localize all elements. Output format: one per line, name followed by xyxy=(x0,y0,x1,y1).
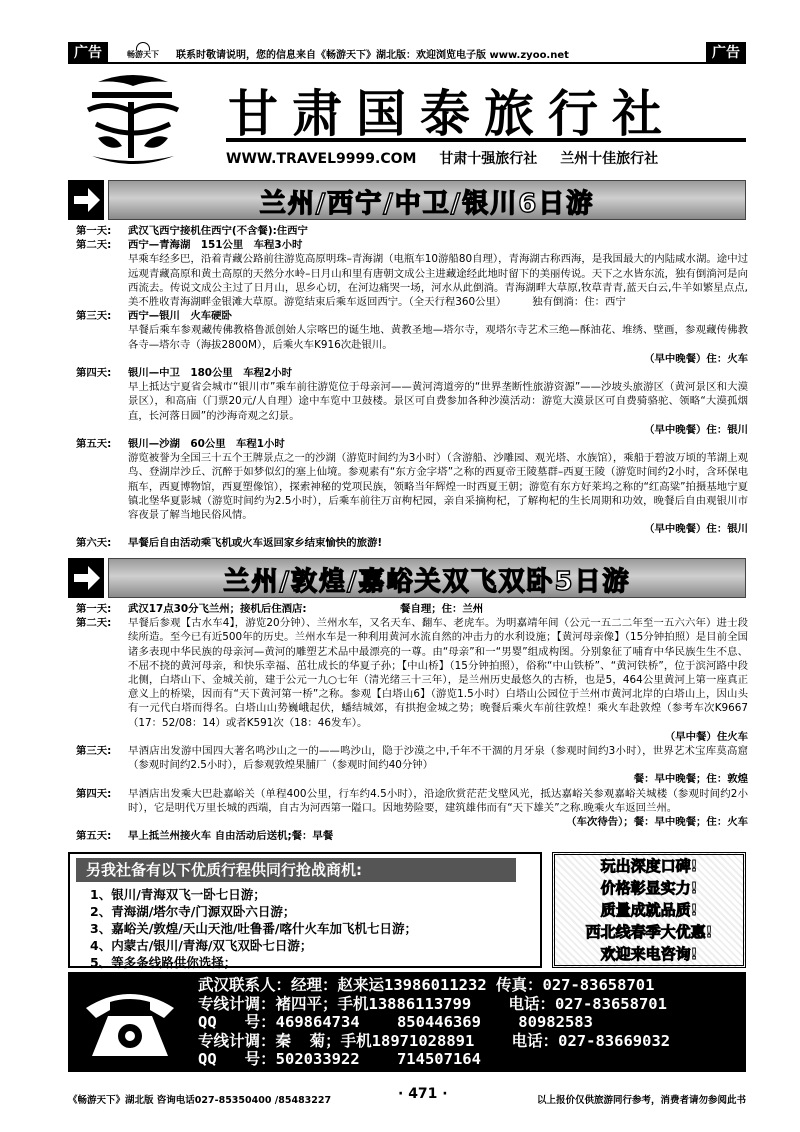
bottom-info xyxy=(68,852,746,968)
day-heading: 早上抵兰州接火车 自由活动后送机;餐：早餐 xyxy=(128,830,334,843)
partner-routes-title: 另我社备有以下优质行程供同行抢战商机: xyxy=(76,858,516,882)
publication-logo-text: 畅游天下 xyxy=(127,50,159,59)
award-tag-2: 兰州十佳旅行社 xyxy=(560,151,659,167)
contact-line: 专线计调：秦 菊；手机18971028891 电话：027-83669032 xyxy=(198,1031,671,1050)
slogan-line: 西北线春季大优惠! xyxy=(585,923,713,941)
partner-route-item: 5、等多条线路供你选择； xyxy=(90,955,237,970)
contact-line: 武汉联系人：经理：赵来运13986011232 传真：027-83658701 xyxy=(198,976,655,994)
day-meals: （车次待告）；餐：早中晚餐；住：火车 xyxy=(566,816,748,829)
partner-routes-list xyxy=(90,886,417,971)
route1-banner-bar xyxy=(108,180,746,220)
day-description: 早酒店出发乘大巴赴嘉峪关（单程400公里，行车约4.5小时），沿途欣赏茫茫戈壁风光，抵达嘉峪关参观嘉峪关城楼（参观时间约2小时），它是明代万里长城的西端，自古为河西第一隘口。因地势险要，建筑雄伟而有“天下雄关”之称.晚乘火车返回兰州。 xyxy=(128,787,748,814)
award-tag-1: 甘肃十强旅行社 xyxy=(439,151,538,167)
slogan-line: 质量成就品质! xyxy=(600,901,698,919)
page-number: · 471 · xyxy=(398,1086,448,1102)
partner-route-item: 1、银川/青海双飞一卧七日游； xyxy=(90,887,266,902)
day-heading: 银川—中卫 180公里 车程2小时 xyxy=(128,367,292,380)
contact-line: QQ 号：502033922 714507164 xyxy=(198,1050,481,1068)
itinerary-day xyxy=(76,224,748,238)
day-meals: 餐：早中晚餐；住：敦煌 xyxy=(633,773,748,786)
day-description: 早餐后参观【古水车4】，游览20分钟）、兰州水车，又名天车、翻车、老虎车。为明嘉靖年间（公元一五二二年至一五六六年）进士段续所造。至今已有近500年的历史。兰州水车是一种利用黄河水流自然的冲击力的水利设施；【黄河母亲像】（15分钟拍照）是目前全国诸多表现中华民族的母亲河—黄河的雕塑艺术品中最漂亮的一尊。由“母亲”和一“男婴”组成构图。分别象征了哺育中华民族生生不息、不屈不挠的黄河母亲，和快乐幸福、茁壮成长的华夏子孙；【中山桥】（15分钟拍照），俗称“中山铁桥”、“黄河铁桥”，位于滨河路中段北侧，白塔山下、金城关前，建于公元一九○七年（清光绪三十三年），是兰州历史最悠久的古桥，也是5，464公里黄河上第一座真正意义上的桥梁，因而有“天下黄河第一桥”之称。参观【白塔山6】（游览1.5小时）白塔山公园位于兰州市黄河北岸的白塔山上，因山头有一元代白塔而得名。白塔山山势巍峨起伏，蟠结城郊，有拱抱金城之势；晚餐后乘火车前往敦煌！乘火车赴敦煌（参考车次K9667（17：52/08：14）或者K591次（18：46发车）。 xyxy=(128,617,748,729)
route2-itinerary xyxy=(76,602,748,843)
day-label: 第二天: xyxy=(76,239,112,252)
arrow-right-icon xyxy=(68,180,104,220)
partner-route-item: 3、嘉峪关/敦煌/天山天池/吐鲁番/喀什火车加飞机七日游； xyxy=(90,921,417,936)
itinerary-day xyxy=(76,238,748,309)
slogan-line: 欢迎来电咨询! xyxy=(600,945,698,963)
top-note: 联系时敬请说明，您的信息来自《畅游天下》湖北版：欢迎浏览电子版 www.zyoo.net xyxy=(176,50,569,61)
day-label: 第六天: xyxy=(76,537,112,550)
day-heading: 西宁—银川 火车硬卧 xyxy=(128,310,232,323)
partner-routes-box xyxy=(68,852,542,968)
partner-route-item: 4、内蒙古/银川/青海/双飞双卧七日游； xyxy=(90,938,313,953)
route1-itinerary xyxy=(76,224,748,551)
agency-logo-icon xyxy=(78,72,188,174)
partner-route-item: 2、青海湖/塔尔寺/门源双卧六日游； xyxy=(90,904,296,919)
day-description: 早上抵达宁夏省会城市“银川市”乘车前往游览位于母亲河——黄河湾道旁的“世界垄断性旅游资源”——沙坡头旅游区（黄河景区和大漠景区），和高庙（门票20元/人自理）途中车览中卫鼓楼。景区可自费参加各种沙漠活动：游览大漠景区可自费骑骆驼、领略“大漠孤烟直，长河落日圆”的沙海奇观之幻景。 xyxy=(128,381,748,422)
slogan-box xyxy=(552,852,746,968)
day-meals: （早中晚餐）住：火车 xyxy=(644,352,748,365)
footer-disclaimer: 以上报价仅供旅游同行参考，消费者请勿参阅此书 xyxy=(536,1095,746,1106)
itinerary-day xyxy=(76,744,748,787)
day-label: 第三天: xyxy=(76,745,112,758)
itinerary-day xyxy=(76,616,748,744)
day-label: 第五天: xyxy=(76,830,112,843)
arrow-right-icon xyxy=(68,558,104,598)
slogan-line: 价格彰显实力! xyxy=(600,879,698,897)
day-description: 游览被誉为全国三十五个王牌景点之一的沙湖（游览时间约为3小时）（含游船、沙雕园、观光塔、水族馆），乘船于碧波万顷的苇湖上观鸟、登湖岸沙丘、沉醉于如梦似幻的塞上仙境。参观素有“东方金字塔”之称的西夏帝王陵墓群–西夏王陵（游览时间约2小时，含环保电瓶车，西夏博物馆，西夏塑像馆），探索神秘的党项民族，领略当年辉煌一时西夏王朝；游览有东方好莱坞之称的“红高粱”拍摄基地宁夏镇北堡华夏影城（游览时间约为2.5小时），后乘车前往万亩枸杞园，亲自采摘枸杞，了解枸杞的生长周期和功效，晚餐后自由观银川市容夜景了解当地民俗风情。 xyxy=(128,452,748,522)
website-url: WWW.TRAVEL9999.COM xyxy=(226,151,417,167)
top-bar xyxy=(68,42,746,64)
day-heading: 银川—沙湖 60公里 车程1小时 xyxy=(128,438,285,451)
day-meals: （早中晚餐）住：银川 xyxy=(644,423,748,436)
contact-line: 专线计调：褚四平；手机13886113799 电话：027-83658701 xyxy=(198,994,667,1013)
day-heading: 早餐后自由活动乘飞机或火车返回家乡结束愉快的旅游! xyxy=(128,537,383,550)
day-description: 早酒店出发游中国四大著名鸣沙山之一的——鸣沙山，隐于沙漠之中,千年不干涸的月牙泉（参观时间约3小时），世界艺术宝库莫高窟（参观时间约2.5小时），后参观敦煌果脯厂（参观时间约40分钟） xyxy=(128,745,748,772)
publication-logo xyxy=(114,42,172,62)
itinerary-day xyxy=(76,829,748,843)
day-label: 第四天: xyxy=(76,367,112,380)
ad-label-left: 广告 xyxy=(68,42,108,64)
day-heading: 西宁—青海湖 151公里 车程3小时 xyxy=(128,239,303,252)
day-description: 早餐后乘车参观藏传佛教格鲁派创始人宗喀巴的诞生地、黄教圣地—塔尔寺，观塔尔寺艺术三绝—酥油花、堆绣、壁画，参观藏传佛教各寺—塔尔寺（海拔2800M），后乘火车K916次赴银川。 xyxy=(128,324,748,351)
website-line xyxy=(226,138,746,172)
day-label: 第五天: xyxy=(76,438,112,451)
telephone-icon xyxy=(80,982,180,1062)
ad-label-right: 广告 xyxy=(706,42,746,64)
company-name: 甘肃国泰旅行社 xyxy=(228,85,676,143)
day-label: 第一天: xyxy=(76,225,112,237)
route2-banner-bar xyxy=(108,558,746,598)
itinerary-day xyxy=(76,309,748,366)
day-description: 早乘车经多巴，沿着青藏公路前往游览高原明珠–青海湖（电瓶车10游船80自理），青海湖古称西海，是我国最大的内陆咸水湖。途中过远观青藏高原和黄土高原的天然分水岭–日月山和里有唐朝文成公主进藏途经此地时留下的美丽传说。天下之水皆东流，独有倒淌河是向西流去。传说文成公主过了日月山，思乡心切，在河边痛哭一场，河水从此倒淌。青海湖畔大草原,牧草青青,蓝天白云,牛羊如繁星点点,美不胜收青海湖畔金银滩大草原。游览结束后乘车返回西宁。（全天行程360公里） 独有倒淌：住：西宁 xyxy=(128,253,748,309)
itinerary-day xyxy=(76,787,748,830)
sun-icon xyxy=(136,42,150,50)
route1-banner xyxy=(68,180,746,220)
day-heading: 武汉飞西宁接机住西宁(不含餐):住西宁 xyxy=(128,225,308,237)
day-heading: 武汉17点30分飞兰州；接机后住酒店: 餐自理；住：兰州 xyxy=(128,603,484,615)
itinerary-day xyxy=(76,366,748,437)
day-meals: （早中晚餐）住：银川 xyxy=(644,523,748,536)
route1-title: 兰州/西宁/中卫/银川6日游 xyxy=(259,189,595,219)
contact-panel xyxy=(68,972,746,1072)
slogan-line: 玩出深度口碑! xyxy=(600,857,698,875)
day-label: 第二天: xyxy=(76,617,112,630)
day-meals: （早中餐）住火车 xyxy=(664,730,748,743)
itinerary-day xyxy=(76,602,748,616)
route2-title: 兰州/敦煌/嘉峪关双飞双卧5日游 xyxy=(223,567,631,597)
day-label: 第三天: xyxy=(76,310,112,323)
agency-header xyxy=(68,70,746,180)
day-label: 第四天: xyxy=(76,787,112,800)
itinerary-day xyxy=(76,437,748,536)
route2-banner xyxy=(68,558,746,598)
contact-lines xyxy=(198,976,670,1069)
footer-publication: 《畅游天下》湖北版 咨询电话027-85350400 /85483227 xyxy=(68,1095,332,1106)
itinerary-day xyxy=(76,536,748,550)
day-label: 第一天: xyxy=(76,603,112,615)
contact-line: QQ 号：469864734 850446369 80982583 xyxy=(198,1013,593,1031)
page-footer xyxy=(68,1084,746,1108)
